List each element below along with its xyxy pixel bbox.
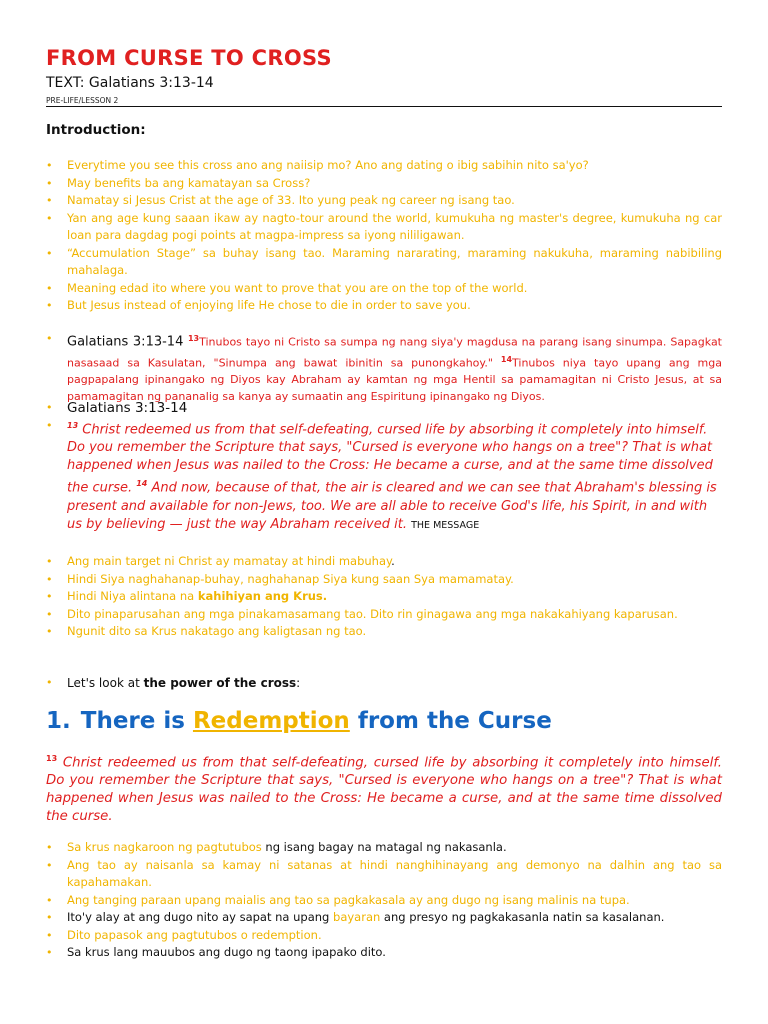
list-item bbox=[46, 927, 722, 945]
bullet-icon: • bbox=[46, 590, 53, 603]
middle-bullet-list bbox=[46, 553, 722, 641]
list-item-text: “Accumulation Stage” sa buhay isang tao. Maraming nararating, maraming nakukuha, maraming nabibiling mahalaga. bbox=[67, 245, 722, 277]
list-item-text: ang presyo ng pagkakasanla natin sa kasalanan. bbox=[380, 910, 665, 924]
power-line-list bbox=[46, 676, 722, 690]
list-item-text: Ang main target ni Christ ay mamatay at hindi mabuhay bbox=[67, 554, 392, 568]
verse-number: 13 bbox=[187, 334, 200, 343]
emphasis-text: kahihiyan ang Krus. bbox=[197, 589, 328, 603]
list-item bbox=[46, 623, 722, 641]
list-item bbox=[46, 417, 722, 535]
list-item-text: Sa krus nagkaroon ng pagtutubos bbox=[67, 840, 262, 854]
verse-number: 14 bbox=[500, 354, 513, 364]
list-item bbox=[46, 399, 722, 417]
list-item bbox=[46, 606, 722, 624]
list-item-text: Dito pinaparusahan ang mga pinakamasamang tao. Dito rin ginagawa ang mga nakakahiyang kaparusan. bbox=[67, 606, 678, 621]
verse-number: 13 bbox=[67, 421, 79, 430]
bullet-icon: • bbox=[46, 676, 53, 689]
list-item bbox=[46, 330, 722, 405]
verse-text: Do you remember the Scripture that says, "Cursed is everyone who hangs on a tree"? That is what happened when Jesus was nailed to the Cross: He became a curse, and at the same time dissolved the curse. bbox=[46, 773, 722, 825]
section-paragraph bbox=[46, 750, 722, 826]
bullet-icon: • bbox=[46, 625, 53, 638]
list-item bbox=[46, 588, 722, 606]
bullet-icon: • bbox=[46, 419, 53, 432]
source-label: THE MESSAGE bbox=[411, 519, 480, 531]
heading-text: There is bbox=[80, 708, 193, 734]
text-reference: TEXT: Galatians 3:13-14 bbox=[46, 75, 214, 91]
list-item-text: ng isang bagay na matagal ng nakasanla. bbox=[261, 840, 507, 854]
list-item-text: Sa krus lang mauubos ang dugo ng taong ipapako dito. bbox=[67, 945, 386, 959]
list-item bbox=[46, 892, 722, 910]
verse-number: 13 bbox=[46, 754, 58, 763]
bullet-icon: • bbox=[46, 893, 53, 907]
emphasis-text: the power of the cross bbox=[143, 676, 297, 690]
bullet-icon: • bbox=[46, 911, 53, 924]
list-item-text: May benefits ba ang kamatayan sa Cross? bbox=[67, 175, 311, 190]
message-list bbox=[46, 399, 722, 535]
bullet-icon: • bbox=[46, 858, 53, 872]
list-item-text: Yan ang age kung saaan ikaw ay nagto-tour around the world, kumukuha ng master's degree, kumukuha ng car loan para dagdag pogi points at magpa-impress sa iyong nililigawan. bbox=[67, 210, 722, 242]
list-item bbox=[46, 210, 722, 245]
intro-bullet-list bbox=[46, 157, 722, 315]
verse-text: Tinubos niya tayo upang ang mga pagpapalang ipinangako ng Diyos kay Abraham ay kamtan ng mga Hentil sa pamamagitan ni Cristo Jesus, at sa pamamagitan ng pananalig sa kanya ay sumaatin ang Espiritung ipinangako ng Diyos. bbox=[67, 356, 722, 404]
scripture-ref: Galatians 3:13-14 bbox=[67, 334, 188, 350]
list-item-text: Ang tanging paraan upang maialis ang tao sa pagkakasala ay ang dugo ng isang malinis na tupa. bbox=[67, 892, 630, 907]
section-number: 1. bbox=[46, 708, 71, 734]
list-item-text: bayaran bbox=[333, 910, 381, 924]
list-item-text: Ito'y alay at ang dugo nito ay sapat na upang bbox=[67, 910, 334, 924]
list-item bbox=[46, 944, 722, 962]
bullet-icon: • bbox=[46, 841, 53, 854]
list-item bbox=[46, 297, 722, 315]
list-item bbox=[46, 909, 722, 927]
bullet-icon: • bbox=[46, 246, 53, 260]
list-item-text: Hindi Siya naghahanap-buhay, naghahanap Siya kung saan Sya mamamatay. bbox=[67, 571, 514, 586]
list-item bbox=[46, 571, 722, 589]
verse-text: And now, because of that, the air is cleared and we can see that Abraham's blessing is present and available for non-Jews, too. We are all able to receive God's life, his Spirit, in and with us by believing — just the way Abraham received it. bbox=[67, 480, 717, 532]
bullet-icon: • bbox=[46, 176, 53, 190]
list-item bbox=[46, 192, 722, 210]
verse-text: Christ redeemed us from that self-defeating, cursed life by absorbing it completely into himself. bbox=[57, 755, 722, 771]
bullet-icon: • bbox=[46, 555, 53, 568]
bullet-icon: • bbox=[46, 607, 53, 621]
bullet-icon: • bbox=[46, 299, 53, 312]
bullet-icon: • bbox=[46, 946, 53, 959]
list-item bbox=[46, 857, 722, 892]
heading-text: from the Curse bbox=[349, 708, 552, 734]
list-item bbox=[46, 676, 722, 690]
bullet-icon: • bbox=[46, 159, 53, 172]
list-item bbox=[46, 553, 722, 571]
bullet-icon: • bbox=[46, 401, 53, 414]
bottom-bullet-list bbox=[46, 839, 722, 962]
list-item-text: Everytime you see this cross ano ang naiisip mo? Ano ang dating o ibig sabihin nito sa'yo? bbox=[67, 158, 589, 172]
list-item-text: Hindi Niya alintana na bbox=[67, 589, 198, 603]
list-item-text: Dito papasok ang pagtutubos o redemption. bbox=[67, 927, 322, 942]
list-item-text: Meaning edad ito where you want to prove that you are on the top of the world. bbox=[67, 280, 528, 295]
list-item bbox=[46, 280, 722, 298]
document-title: FROM CURSE TO CROSS bbox=[46, 46, 332, 70]
bullet-icon: • bbox=[46, 928, 53, 942]
section-heading bbox=[46, 708, 552, 734]
list-item-text: Ang tao ay naisanla sa kamay ni satanas at hindi nanghihinayang ang demonyo na dalhin ang tao sa kapahamakan. bbox=[67, 857, 722, 889]
bullet-icon: • bbox=[46, 211, 53, 225]
bullet-icon: • bbox=[46, 194, 53, 207]
list-item-text: Let's look at bbox=[67, 676, 144, 690]
verse-number: 14 bbox=[136, 479, 148, 489]
list-item-text: Namatay si Jesus Crist at the age of 33. Ito yung peak ng career ng isang tao. bbox=[67, 193, 515, 207]
list-item bbox=[46, 175, 722, 193]
bullet-icon: • bbox=[46, 281, 53, 295]
list-item bbox=[46, 157, 722, 175]
list-item-text: Ngunit dito sa Krus nakatago ang kaligtasan ng tao. bbox=[67, 624, 367, 638]
list-item bbox=[46, 245, 722, 280]
galatians-heading: Galatians 3:13-14 bbox=[67, 400, 188, 416]
list-item-text: : bbox=[296, 676, 301, 690]
verse-text: Christ redeemed us from that self-defeating, cursed life by absorbing it completely into himself. Do you remember the Scripture that says, "Cursed is everyone who hangs on a tree"? That is what happened when Jesus was nailed to the Cross: He became a curse, and at the same time dissolved the curse. bbox=[67, 422, 713, 496]
list-item-text: . bbox=[391, 554, 395, 568]
lesson-label: PRE-LIFE/LESSON 2 bbox=[46, 96, 722, 107]
galatians-tagalog-list bbox=[46, 330, 722, 405]
bullet-icon: • bbox=[46, 572, 53, 586]
list-item-text: But Jesus instead of enjoying life He chose to die in order to save you. bbox=[67, 298, 471, 312]
heading-highlight: Redemption bbox=[192, 708, 350, 734]
verse-text: Tinubos tayo ni Cristo sa sumpa ng nang siya'y magdusa na parang isang sinumpa. Sapagkat nasasaad sa Kasulatan, "Sinumpa ang bawat ibinitin sa punongkahoy." bbox=[67, 335, 722, 370]
intro-heading: Introduction: bbox=[46, 122, 146, 138]
bullet-icon: • bbox=[46, 332, 53, 345]
list-item bbox=[46, 839, 722, 857]
